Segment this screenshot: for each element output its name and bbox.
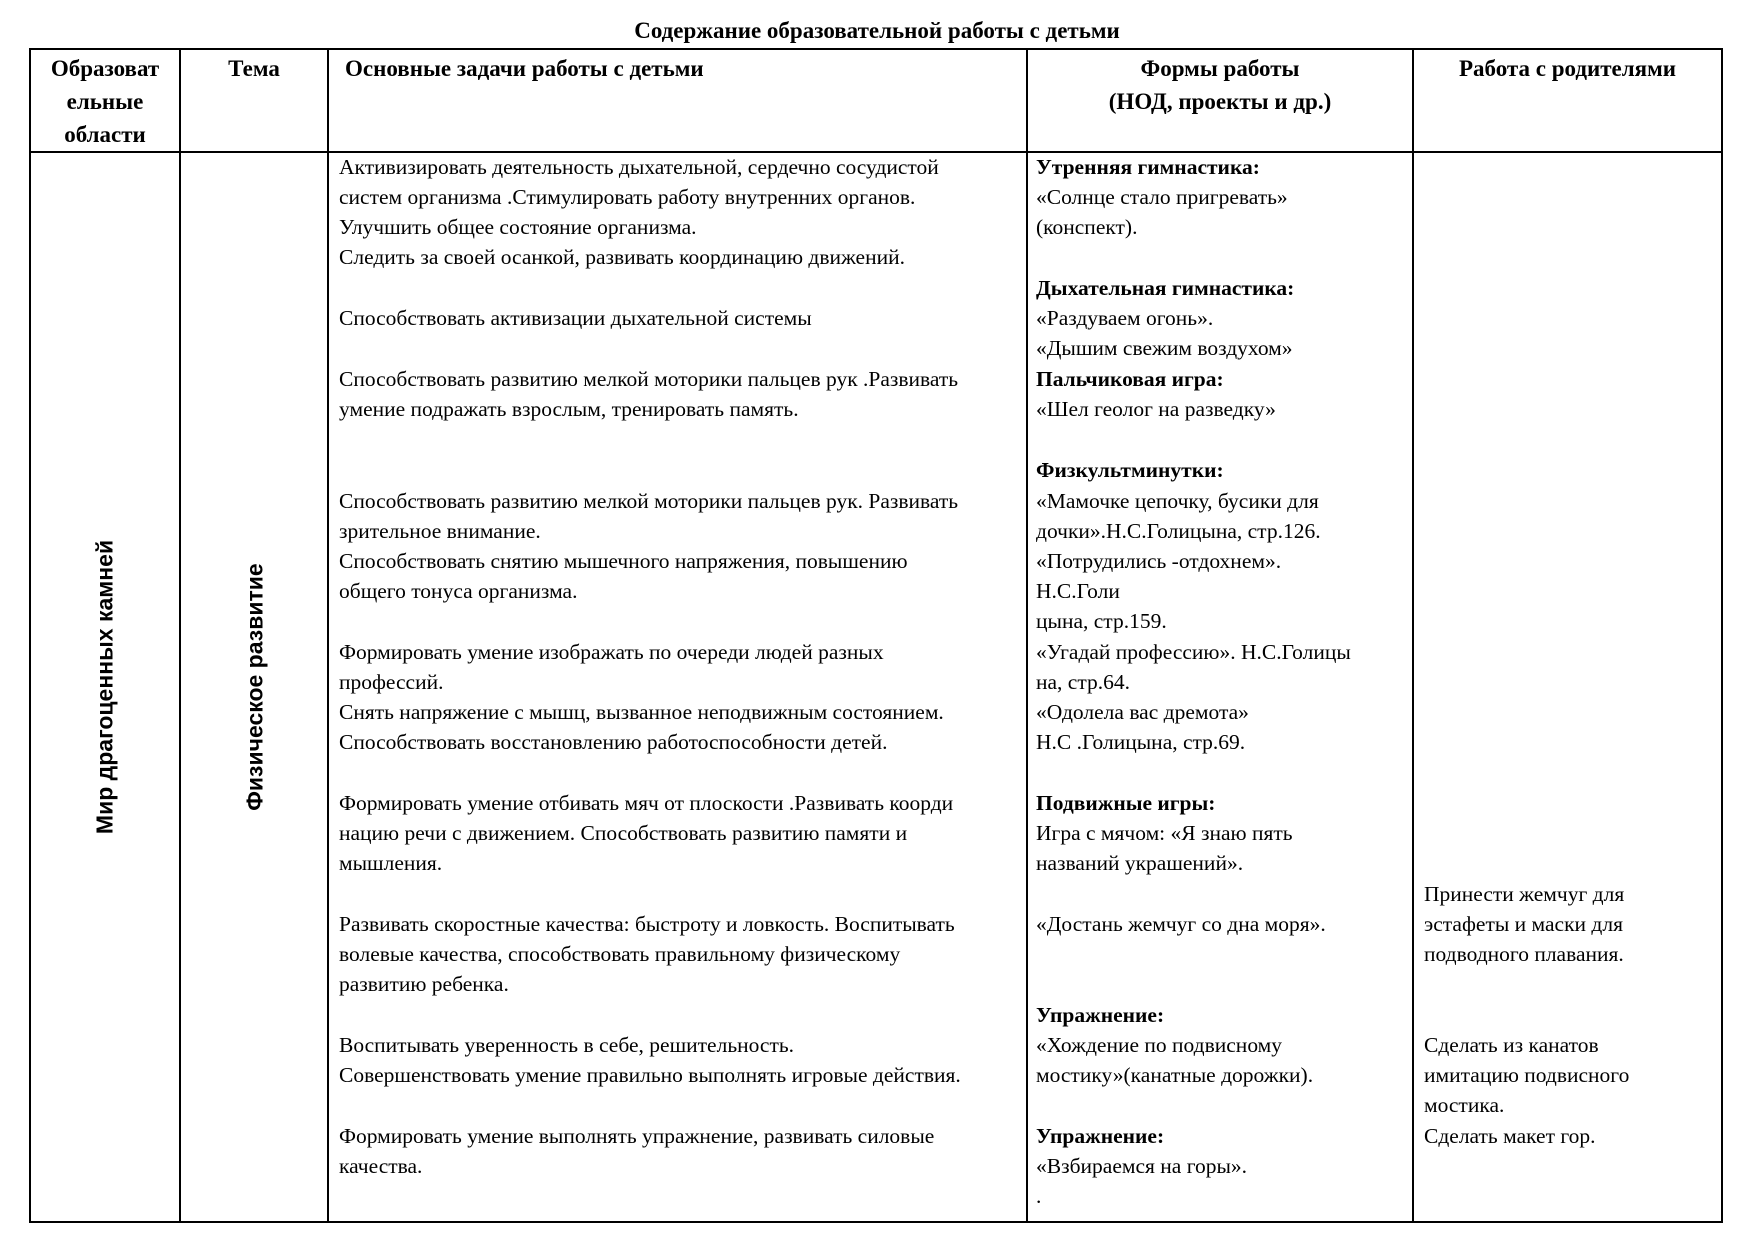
header-tasks-label: Основные задачи работы с детьми bbox=[345, 56, 704, 81]
task-line: Следить за своей осанкой, развивать координацию движений. bbox=[339, 245, 905, 269]
task-line: Воспитывать уверенность в себе, решительность. bbox=[339, 1033, 795, 1057]
header-parents-label: Работа с родителями bbox=[1458, 56, 1677, 81]
task-line: Снять напряжение с мышц, вызванное неподвижным состоянием. bbox=[339, 700, 944, 724]
forms-line: «Одолела вас дремота» bbox=[1036, 700, 1249, 724]
forms-line: дочки».Н.С.Голицына, стр.126. bbox=[1036, 519, 1321, 543]
area-cell bbox=[30, 152, 180, 1222]
forms-line: . bbox=[1036, 1184, 1042, 1208]
forms-line: «Достань жемчуг со дна моря». bbox=[1036, 912, 1326, 936]
parents-line: Сделать из канатов bbox=[1424, 1033, 1599, 1057]
header-tasks bbox=[328, 49, 1027, 152]
content-table bbox=[29, 48, 1723, 1223]
forms-line: «Хождение по подвисному bbox=[1036, 1033, 1283, 1057]
forms-line: «Раздуваем огонь». bbox=[1036, 306, 1214, 330]
task-line: Способствовать восстановлению работоспособности детей. bbox=[339, 730, 888, 754]
task-line: профессий. bbox=[339, 670, 444, 694]
forms-line: «Потрудились -отдохнем». bbox=[1036, 549, 1282, 573]
task-line: Способствовать развитию мелкой моторики пальцев рук .Развивать bbox=[339, 367, 959, 391]
forms-heading: Дыхательная гимнастика: bbox=[1036, 276, 1295, 300]
header-parents bbox=[1413, 49, 1722, 152]
task-line: Способствовать снятию мышечного напряжения, повышению bbox=[339, 549, 908, 573]
task-line: развитию ребенка. bbox=[339, 972, 509, 996]
forms-line: «Дышим свежим воздухом» bbox=[1036, 336, 1293, 360]
task-line: волевые качества, способствовать правильному физическому bbox=[339, 942, 901, 966]
forms-heading: Подвижные игры: bbox=[1036, 791, 1216, 815]
forms-line: цына, стр.159. bbox=[1036, 609, 1167, 633]
forms-heading: Физкультминутки: bbox=[1036, 458, 1224, 482]
forms-line: «Солнце стало пригревать» bbox=[1036, 185, 1288, 209]
tasks-cell bbox=[328, 152, 1027, 1222]
task-line: Совершенствовать умение правильно выполнять игровые действия. bbox=[339, 1063, 961, 1087]
parents-line: Принести жемчуг для bbox=[1424, 882, 1625, 906]
task-line: систем организма .Стимулировать работу внутренних органов. bbox=[339, 185, 916, 209]
forms-line: Н.С.Голи bbox=[1036, 579, 1120, 603]
forms-heading: Утренняя гимнастика: bbox=[1036, 155, 1260, 179]
task-line: мышления. bbox=[339, 851, 443, 875]
header-theme bbox=[180, 49, 328, 152]
theme-label: Физическое развитие bbox=[241, 563, 268, 811]
task-line: Формировать умение выполнять упражнение, развивать силовые bbox=[339, 1124, 935, 1148]
task-line: Активизировать деятельность дыхательной, сердечно сосудистой bbox=[339, 155, 939, 179]
task-line: Улучшить общее состояние организма. bbox=[339, 215, 697, 239]
header-theme-label: Тема bbox=[228, 56, 280, 81]
header-area-line: области bbox=[64, 122, 146, 147]
forms-line: названий украшений». bbox=[1036, 851, 1244, 875]
header-row bbox=[30, 49, 1722, 152]
header-area-line: ельные bbox=[66, 89, 144, 114]
task-line: Развивать скоростные качества: быстроту и ловкость. Воспитывать bbox=[339, 912, 955, 936]
forms-line: Игра с мячом: «Я знаю пять bbox=[1036, 821, 1293, 845]
forms-heading: Упражнение: bbox=[1036, 1003, 1165, 1027]
parents-line: Сделать макет гор. bbox=[1424, 1124, 1596, 1148]
forms-line: (конспект). bbox=[1036, 215, 1138, 239]
parents-cell bbox=[1413, 152, 1722, 1222]
parents-line: мостика. bbox=[1424, 1093, 1505, 1117]
parents-line: подводного плавания. bbox=[1424, 942, 1624, 966]
header-forms bbox=[1027, 49, 1413, 152]
task-line: качества. bbox=[339, 1154, 423, 1178]
forms-line: «Мамочке цепочку, бусики для bbox=[1036, 489, 1319, 513]
header-area bbox=[30, 49, 180, 152]
parents-line: имитацию подвисного bbox=[1424, 1063, 1630, 1087]
task-line: умение подражать взрослым, тренировать память. bbox=[339, 397, 799, 421]
task-line: зрительное внимание. bbox=[339, 519, 541, 543]
task-line: Формировать умение изображать по очереди людей разных bbox=[339, 640, 884, 664]
task-line: нацию речи с движением. Способствовать развитию памяти и bbox=[339, 821, 908, 845]
forms-line: «Шел геолог на разведку» bbox=[1036, 397, 1276, 421]
forms-line: мостику»(канатные дорожки). bbox=[1036, 1063, 1314, 1087]
forms-line: Н.С .Голицына, стр.69. bbox=[1036, 730, 1246, 754]
content-row bbox=[30, 152, 1722, 1222]
forms-line: на, стр.64. bbox=[1036, 670, 1130, 694]
forms-heading: Пальчиковая игра: bbox=[1036, 367, 1224, 391]
forms-line: «Угадай профессию». Н.С.Голицы bbox=[1036, 640, 1351, 664]
task-line: Формировать умение отбивать мяч от плоскости .Развивать коорди bbox=[339, 791, 954, 815]
forms-line: «Взбираемся на горы». bbox=[1036, 1154, 1248, 1178]
forms-cell bbox=[1027, 152, 1413, 1222]
page-title: Содержание образовательной работы с детьми bbox=[634, 18, 1120, 43]
area-label: Мир драгоценных камней bbox=[91, 539, 118, 835]
task-line: общего тонуса организма. bbox=[339, 579, 578, 603]
header-area-line: Образоват bbox=[50, 56, 160, 81]
task-line: Способствовать активизации дыхательной системы bbox=[339, 306, 812, 330]
header-forms-line: (НОД, проекты и др.) bbox=[1108, 89, 1332, 114]
header-forms-line: Формы работы bbox=[1140, 56, 1300, 81]
forms-heading: Упражнение: bbox=[1036, 1124, 1165, 1148]
parents-line: эстафеты и маски для bbox=[1424, 912, 1623, 936]
task-line: Способствовать развитию мелкой моторики пальцев рук. Развивать bbox=[339, 489, 959, 513]
theme-cell bbox=[180, 152, 328, 1222]
